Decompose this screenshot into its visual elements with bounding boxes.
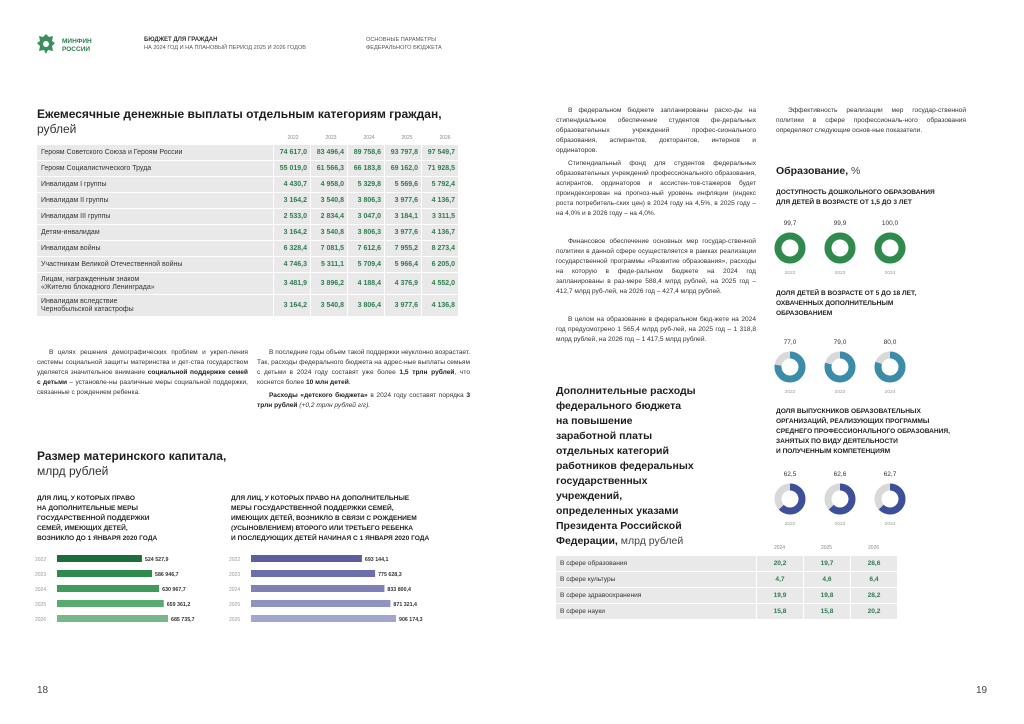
table-row [556, 556, 897, 571]
education-title [776, 164, 860, 179]
donut-year-label: 2023 [834, 522, 846, 527]
table-row [556, 588, 897, 603]
cell-value: 15,8 [803, 604, 850, 619]
cell-value: 3 540,8 [310, 295, 347, 316]
bar-value-label: 833 800,4 [387, 587, 411, 593]
bar-value-label: 693 144,1 [364, 557, 389, 563]
donut-year-label: 2024 [884, 522, 896, 527]
title-line: (УСЫНОВЛЕНИЕМ) ВТОРОГО ИЛИ ТРЕТЬЕГО РЕБЕНКА [231, 525, 414, 532]
text-bold: Расходы «детского бюджета» [269, 392, 368, 399]
bar-value-label: 685 735,7 [171, 617, 195, 623]
cell-value: 19,9 [756, 588, 803, 603]
header-section-line2: ФЕДЕРАЛЬНОГО БЮДЖЕТА [366, 45, 442, 51]
text-bold: 1,5 трлн рублей [399, 369, 455, 376]
title-line: ОБРАЗОВАНИЕМ [776, 310, 833, 317]
title-line: Дополнительные расходы [556, 385, 696, 397]
cell-value: 7 612,6 [347, 241, 384, 256]
cell-value: 5 792,4 [421, 177, 458, 192]
cell-value: 6,4 [850, 572, 897, 587]
education-unit: % [851, 165, 861, 177]
cell-value: 7 955,2 [384, 241, 421, 256]
row-label: Героям Советского Союза и Героям России [37, 145, 273, 160]
cell-value: 28,6 [850, 556, 897, 571]
cell-value: 3 977,6 [384, 225, 421, 240]
payments-year-3: 2025 [401, 135, 413, 141]
text-bold: социальной поддержке семей с детьми [37, 369, 248, 386]
bar-year-label: 2026 [229, 617, 241, 623]
bar [57, 600, 164, 607]
title-line: ДОСТУПНОСТЬ ДОШКОЛЬНОГО ОБРАЗОВАНИЯ [776, 189, 935, 196]
table-row [37, 257, 458, 272]
row-label [37, 295, 273, 316]
cell-value: 66 183,8 [347, 161, 384, 176]
row-label: В сфере здравоохранения [556, 588, 756, 603]
logo-line2: РОССИИ [62, 46, 91, 53]
cell-value: 2 533,0 [273, 209, 310, 224]
donut-year-label: 2023 [834, 390, 846, 395]
donut-value-label: 99,7 [783, 220, 797, 227]
title-line: ДЛЯ ЛИЦ, У КОТОРЫХ ПРАВО [37, 495, 135, 502]
bar-value-label: 524 527,9 [144, 557, 169, 563]
cell-value: 61 566,3 [310, 161, 347, 176]
text-italic: (+0,2 трлн рублей г/г). [297, 402, 371, 409]
donut-value-label: 62,5 [783, 471, 797, 478]
cell-value: 8 273,4 [421, 241, 458, 256]
donut-group-2-title [776, 289, 976, 319]
cell-value: 3 164,2 [273, 295, 310, 316]
row-label: Инвалидам I группы [37, 177, 273, 192]
donut-arc [828, 236, 852, 260]
cell-value: 3 311,5 [421, 209, 458, 224]
cell-value: 5 311,1 [310, 257, 347, 272]
left-paragraph-3 [257, 391, 470, 411]
bar-year-label: 2022 [35, 557, 47, 563]
cell-value: 4 552,0 [421, 273, 458, 294]
bar-year-label: 2023 [229, 572, 241, 578]
cell-value: 28,2 [850, 588, 897, 603]
cell-value: 3 184,1 [384, 209, 421, 224]
salaries-title [556, 384, 756, 549]
cell-value: 4 376,9 [384, 273, 421, 294]
cell-value: 3 977,6 [384, 193, 421, 208]
donut-group-2 [773, 335, 923, 395]
table-row [556, 604, 897, 619]
bar [251, 615, 396, 622]
page-number-right: 19 [976, 685, 988, 696]
cell-value: 5 966,4 [384, 257, 421, 272]
payments-year-header [274, 135, 474, 143]
bar-year-label: 2022 [229, 557, 241, 563]
row-label: Инвалидам войны [37, 241, 273, 256]
donut-group-3-title [776, 407, 986, 457]
cell-value: 4 746,3 [273, 257, 310, 272]
table-row [37, 161, 458, 176]
payments-year-4: 2026 [439, 135, 451, 141]
bar-year-label: 2026 [35, 617, 47, 623]
row-label-line1: Инвалидам вследствие [41, 297, 118, 305]
header-section-line1: ОСНОВНЫЕ ПАРАМЕТРЫ [366, 37, 437, 43]
bar-value-label: 871 321,4 [393, 602, 418, 608]
title-line [556, 534, 756, 549]
cell-value: 3 806,4 [347, 295, 384, 316]
header-title-block [144, 36, 306, 52]
row-label: Инвалидам III группы [37, 209, 273, 224]
cell-value: 5 569,6 [384, 177, 421, 192]
row-label: В сфере образования [556, 556, 756, 571]
header-subtitle: НА 2024 ГОД И НА ПЛАНОВЫЙ ПЕРИОД 2025 И 2026 ГОДОВ [144, 45, 307, 51]
cell-value: 3 896,2 [310, 273, 347, 294]
cell-value: 3 540,8 [310, 225, 347, 240]
donut-value-label: 62,6 [833, 471, 847, 478]
ministry-emblem-icon [36, 33, 56, 55]
logo-text [62, 38, 92, 54]
payments-title [37, 107, 477, 137]
cell-value: 69 162,0 [384, 161, 421, 176]
donut-value-label: 80,0 [883, 339, 897, 346]
cell-value: 5 329,8 [347, 177, 384, 192]
cell-value: 3 977,6 [384, 295, 421, 316]
donut-value-label: 99,9 [833, 220, 847, 227]
capital-chart2-title [231, 494, 471, 544]
capital-title [37, 449, 337, 479]
bar [251, 600, 390, 607]
bar-value-label: 906 174,3 [399, 617, 423, 623]
bar [57, 555, 142, 562]
title-line: ДОЛЯ ДЕТЕЙ В ВОЗРАСТЕ ОТ 5 ДО 18 ЛЕТ, [776, 290, 917, 297]
cell-value: 4 958,0 [310, 177, 347, 192]
row-label: Участникам Великой Отечественной войны [37, 257, 273, 272]
title-line: ДОЛЯ ВЫПУСКНИКОВ ОБРАЗОВАТЕЛЬНЫХ [776, 408, 921, 415]
cell-value: 3 164,2 [273, 193, 310, 208]
title-line: И ПОСЛЕДУЮЩИХ ДЕТЕЙ НАЧИНАЯ С 1 ЯНВАРЯ 2020 ГОДА [231, 535, 430, 542]
table-row [37, 177, 458, 192]
title-line: работников федеральных [556, 460, 694, 472]
text-bold: 10 млн детей [305, 379, 349, 386]
cell-value: 93 797,8 [384, 145, 421, 160]
payments-year-0: 2022 [287, 135, 299, 141]
title-line: ГОСУДАРСТВЕННОЙ ПОДДЕРЖКИ [37, 515, 150, 522]
title-line: ЗАНЯТЫХ ПО ВИДУ ДЕЯТЕЛЬНОСТИ [776, 438, 898, 445]
title-line: СЕМЕЙ, ИМЕЮЩИХ ДЕТЕЙ, [37, 525, 128, 532]
salaries-year-header [756, 545, 916, 553]
cell-value: 6 205,0 [421, 257, 458, 272]
title-line: МЕРЫ ГОСУДАРСТВЕННОЙ ПОДДЕРЖКИ СЕМЕЙ, [231, 505, 394, 512]
education-title-text: Образование, [776, 165, 849, 177]
text-fragment: . [348, 379, 351, 386]
cell-value: 20,2 [850, 604, 897, 619]
salaries-unit: млрд рублей [620, 535, 684, 547]
right-paragraph-1: В федеральном бюджете запланированы расхо-ды на стипендиальное обеспечение студентов фе-деральных образовательных учреждений профес-сионального образования, аспирантов, докторантов, интернов и ординаторов. [556, 107, 756, 154]
cell-value: 19,7 [803, 556, 850, 571]
cell-value: 83 496,4 [310, 145, 347, 160]
capital-unit: млрд рублей [37, 464, 109, 478]
payments-table [37, 144, 458, 317]
table-row [37, 273, 458, 294]
capital-title-text: Размер материнского капитала, [37, 449, 227, 463]
right-paragraph-2: Стипендиальный фонд для студентов федеральных образовательных учреждений профессионального образования, аспирантов, ординаторов и ассистен-тов-стажеров будет проиндексирован на прогноз-ный уровень инфляции (индекс роста потребитель-ских цен) в 2024 году на 4,5%, в 2025 году – на 4,0% и в 2026 году – на 4,0%. [556, 160, 756, 217]
payments-year-1: 2023 [325, 135, 337, 141]
title-line: государственных [556, 475, 648, 487]
cell-value: 20,2 [756, 556, 803, 571]
title-line-text: Федерации, [556, 535, 618, 547]
title-line: отдельных категорий [556, 445, 669, 457]
title-line: федерального бюджета [556, 400, 682, 412]
text-fragment: , что коснется более [257, 369, 470, 386]
cell-value: 5 709,4 [347, 257, 384, 272]
bar [251, 555, 362, 562]
cell-value: 3 540,8 [310, 193, 347, 208]
bar [251, 585, 384, 592]
page-number-left: 18 [37, 685, 49, 696]
table-row [37, 193, 458, 208]
cell-value: 7 081,5 [310, 241, 347, 256]
donut-value-label: 100,0 [881, 220, 899, 227]
cell-value: 3 047,0 [347, 209, 384, 224]
text-fragment: В целях решения демографических проблем и укреп-ления системы социальной защиты материнства и дет-ства государством уделяется значительное внимание [37, 349, 248, 376]
cell-value: 3 481,9 [273, 273, 310, 294]
bar-year-label: 2025 [229, 602, 241, 608]
cell-value: 89 758,6 [347, 145, 384, 160]
row-label-line1: Лицам, награжденным знаком [41, 275, 140, 283]
cell-value: 4 188,4 [347, 273, 384, 294]
donut-group-1 [773, 216, 923, 276]
table-row [37, 295, 458, 316]
cell-value: 4 136,7 [421, 193, 458, 208]
row-label-line2: Чернобыльской катастрофы [41, 305, 134, 313]
text-fragment: – установле-ны различные меры социальной поддержки, связанные с рождением ребенка. [37, 379, 249, 396]
row-label: Инвалидам II группы [37, 193, 273, 208]
bar-value-label: 630 967,7 [162, 587, 186, 593]
bar [57, 585, 159, 592]
bar-value-label: 586 946,7 [155, 572, 179, 578]
title-line: учреждений, [556, 490, 623, 502]
table-row [556, 572, 897, 587]
title-line: Президента Российской [556, 520, 682, 532]
title-line: ОРГАНИЗАЦИЙ, РЕАЛИЗУЮЩИХ ПРОГРАММЫ [776, 418, 930, 425]
donut-year-label: 2022 [784, 390, 796, 395]
bar-value-label: 775 628,3 [378, 572, 402, 578]
table-row [37, 209, 458, 224]
capital-chart1-title [37, 494, 227, 544]
row-label [37, 273, 273, 294]
salaries-year-1: 2025 [820, 545, 833, 551]
table-row [37, 225, 458, 240]
title-line: И ПОЛУЧЕННЫМ КОМПЕТЕНЦИЯМ [776, 448, 891, 455]
salaries-table [556, 555, 897, 620]
bar [57, 615, 168, 622]
donut-value-label: 62,7 [883, 471, 897, 478]
cell-value: 15,8 [756, 604, 803, 619]
efficiency-paragraph: Эффективность реализации мер государ-ственной политики в сфере профессиональ-ного образования определяют следующие основ-ные показатели. [776, 107, 966, 134]
title-line: на повышение [556, 415, 633, 427]
cell-value: 6 328,4 [273, 241, 310, 256]
cell-value: 55 019,0 [273, 161, 310, 176]
bar-value-label: 659 361,2 [166, 602, 191, 608]
title-line: ВОЗНИКЛО ДО 1 ЯНВАРЯ 2020 ГОДА [37, 535, 158, 542]
title-line: ДЛЯ ДЕТЕЙ В ВОЗРАСТЕ ОТ 1,5 ДО 3 ЛЕТ [776, 199, 912, 206]
cell-value: 4 136,7 [421, 225, 458, 240]
cell-value: 3 806,3 [347, 225, 384, 240]
text-fragment: В последние годы объем такой поддержки неуклонно возрастает. Так, расходы федерального бюджета на адрес-ные выплаты семьям с детьми в 2024 году составят уже более [257, 349, 470, 376]
cell-value: 97 549,7 [421, 145, 458, 160]
right-paragraph-4: В целом на образование в федеральном бюд-жете на 2024 год предусмотрено 1 565,4 млрд руб-лей, на 2025 год – 1 318,8 млрд рублей, на 2026 год – 1 417,5 млрд рублей. [556, 316, 756, 343]
row-label: Детям-инвалидам [37, 225, 273, 240]
bar-year-label: 2024 [35, 587, 47, 593]
table-row [37, 145, 458, 160]
payments-unit: рублей [37, 122, 77, 136]
cell-value: 4,7 [756, 572, 803, 587]
bar-year-label: 2025 [35, 602, 47, 608]
header-title: БЮДЖЕТ ДЛЯ ГРАЖДАН [144, 37, 218, 43]
donut-value-label: 79,0 [833, 339, 847, 346]
cell-value: 3 164,2 [273, 225, 310, 240]
row-label: В сфере культуры [556, 572, 756, 587]
header [0, 0, 1024, 70]
title-line: ДЛЯ ЛИЦ, У КОТОРЫХ ПРАВО НА ДОПОЛНИТЕЛЬНЫЕ [231, 495, 410, 502]
donut-value-label: 77,0 [783, 339, 797, 346]
row-label: В сфере науки [556, 604, 756, 619]
cell-value: 71 928,5 [421, 161, 458, 176]
right-paragraph-3: Финансовое обеспечение основных мер государ-ственной политики в данной сфере осуществляется в рамках реализации государственной программы «Развитие образования», расходы на которую в феде-ральном бюджете на 2024 год запланированы в раз-мере 588,4 млрд рублей, на 2025 год – 412,7 млрд руб-лей, на 2026 год – 427,4 млрд рублей. [556, 238, 756, 295]
title-line: определенных указами [556, 505, 679, 517]
cell-value: 4 430,7 [273, 177, 310, 192]
left-paragraph-2 [257, 348, 470, 388]
salaries-year-0: 2024 [773, 545, 786, 551]
text-fragment: в 2024 году составят порядка [367, 392, 467, 399]
cell-value: 4 136,8 [421, 295, 458, 316]
donut-year-label: 2024 [884, 390, 896, 395]
donut-group-3 [773, 467, 923, 527]
title-line: НА ДОПОЛНИТЕЛЬНЫЕ МЕРЫ [37, 505, 138, 512]
bar [251, 570, 375, 577]
table-row [37, 241, 458, 256]
title-line: заработной платы [556, 430, 653, 442]
cell-value: 19,8 [803, 588, 850, 603]
donut-arc [778, 236, 802, 260]
donut-group-1-title [776, 188, 976, 208]
cell-value: 2 834,4 [310, 209, 347, 224]
payments-year-2: 2024 [363, 135, 375, 141]
logo-line1: МИНФИН [62, 38, 92, 45]
donut-year-label: 2022 [784, 271, 796, 276]
row-label: Героям Социалистического Труда [37, 161, 273, 176]
title-line: ОХВАЧЕННЫХ ДОПОЛНИТЕЛЬНЫМ [776, 300, 894, 307]
bar [57, 570, 152, 577]
capital-chart-1 [33, 551, 233, 626]
title-line: ИМЕЮЩИХ ДЕТЕЙ, ВОЗНИКЛО В СВЯЗИ С РОЖДЕНИЕМ [231, 515, 417, 522]
text-bold: 3 трлн рублей [257, 392, 470, 409]
row-label-line2: «Жителю блокадного Ленинграда» [41, 283, 155, 291]
cell-value: 74 617,0 [273, 145, 310, 160]
salaries-year-2: 2026 [867, 545, 880, 551]
donut-year-label: 2022 [784, 522, 796, 527]
header-section [366, 36, 442, 52]
left-paragraph-1 [37, 348, 248, 398]
cell-value: 3 806,3 [347, 193, 384, 208]
donut-year-label: 2023 [834, 271, 846, 276]
donut-year-label: 2024 [884, 271, 896, 276]
bar-year-label: 2023 [35, 572, 47, 578]
bar-year-label: 2024 [229, 587, 241, 593]
payments-title-text: Ежемесячные денежные выплаты отдельным категориям граждан, [37, 107, 442, 121]
donut-arc [878, 236, 902, 260]
capital-chart-2 [227, 551, 447, 626]
cell-value: 4,6 [803, 572, 850, 587]
title-line: СРЕДНЕГО ПРОФЕССИОНАЛЬНОГО ОБРАЗОВАНИЯ, [776, 428, 950, 435]
